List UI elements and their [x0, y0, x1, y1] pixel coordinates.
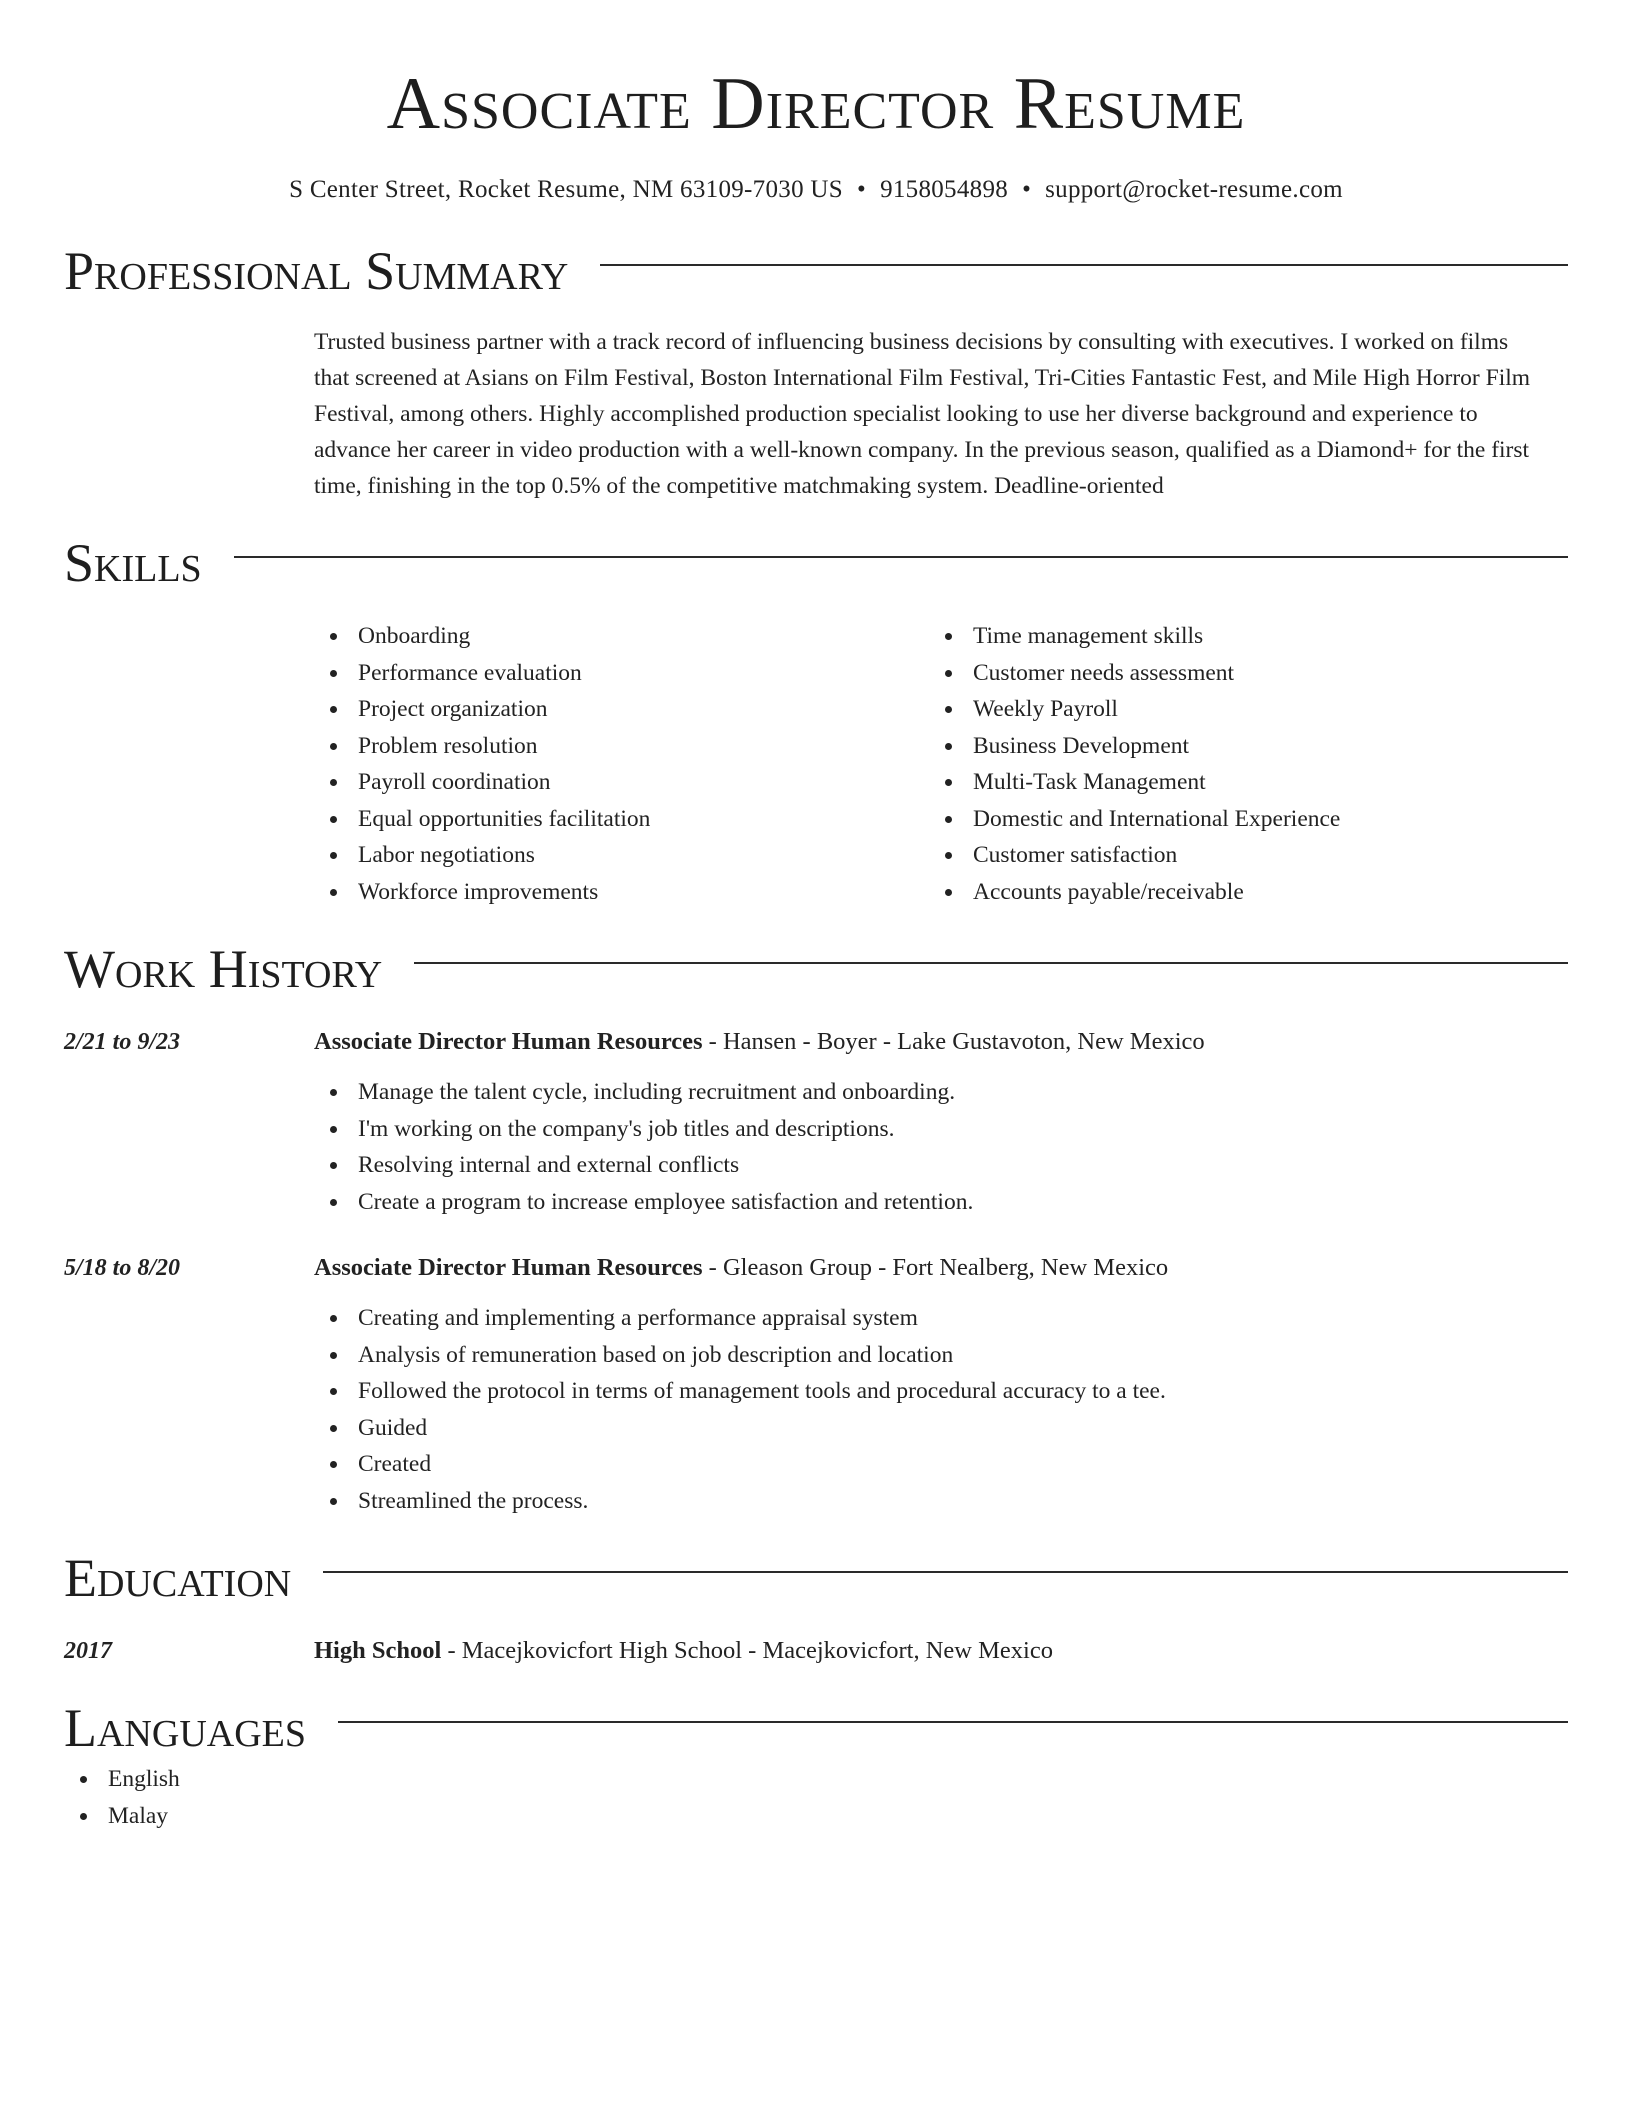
- skill-item: [314, 764, 929, 801]
- education-details: - Macejkovicfort High School - Macejkovicfort, New Mexico: [441, 1637, 1053, 1664]
- duty-item: [314, 1483, 1568, 1520]
- bullet-icon: [945, 852, 952, 859]
- document-title: Associate Director Resume: [386, 63, 1246, 145]
- education-header: [64, 1545, 1568, 1611]
- job-dates: 5/18 to 8/20: [64, 1255, 181, 1281]
- duty-text: Manage the talent cycle, including recruitment and onboarding.: [358, 1079, 956, 1105]
- duty-item: [314, 1337, 1568, 1374]
- language-label: English: [108, 1766, 180, 1792]
- skill-item: [929, 728, 1544, 765]
- education-year: 2017: [64, 1638, 112, 1664]
- duty-item: [314, 1446, 1568, 1483]
- skill-label: Customer satisfaction: [973, 842, 1178, 868]
- bullet-icon: [945, 779, 952, 786]
- job-duties: [314, 1300, 1568, 1519]
- contact-phone: 9158054898: [880, 176, 1009, 203]
- skill-item: [929, 655, 1544, 692]
- skill-label: Project organization: [358, 696, 548, 722]
- skill-item: [314, 801, 929, 838]
- bullet-icon: [330, 1315, 337, 1322]
- duty-item: [314, 1074, 1568, 1111]
- duty-text: Resolving internal and external conflicts: [358, 1152, 740, 1178]
- skill-item: [929, 837, 1544, 874]
- section-divider: [414, 962, 1568, 964]
- skill-item: [929, 764, 1544, 801]
- skill-item: [314, 728, 929, 765]
- skill-label: Business Development: [973, 732, 1190, 759]
- work-history-section: [64, 936, 1568, 1519]
- bullet-icon: [330, 1352, 337, 1359]
- bullet-icon: [945, 816, 952, 823]
- section-title: Professional Summary: [64, 241, 569, 301]
- duty-text: Streamlined the process.: [358, 1487, 589, 1514]
- bullet-icon: [330, 1498, 337, 1505]
- education-entry: [64, 1633, 1568, 1669]
- section-divider: [234, 556, 1568, 558]
- skill-label: Onboarding: [358, 623, 471, 649]
- bullet-icon: [330, 852, 337, 859]
- skill-item: [314, 837, 929, 874]
- duty-item: [314, 1111, 1568, 1148]
- bullet-icon: [80, 1776, 87, 1783]
- bullet-icon: [330, 1388, 337, 1395]
- bullet-icon: [330, 1425, 337, 1432]
- language-item: [64, 1798, 1568, 1835]
- skills-grid: [314, 618, 1568, 910]
- bullet-icon: [330, 1162, 337, 1169]
- summary-header: [64, 238, 1568, 304]
- work-history-header: [64, 936, 1568, 1002]
- skills-right-column: [929, 618, 1544, 910]
- job-entry: [64, 1024, 1568, 1220]
- languages-header: [64, 1695, 1568, 1761]
- bullet-icon: [945, 743, 952, 750]
- skill-item: [929, 801, 1544, 838]
- summary-section: [64, 238, 1568, 504]
- skill-label: Customer needs assessment: [973, 659, 1235, 686]
- job-duties: [314, 1074, 1568, 1220]
- education-section: [64, 1545, 1568, 1669]
- contact-line: [64, 176, 1568, 204]
- bullet-icon: [330, 670, 337, 677]
- language-item: [64, 1761, 1568, 1798]
- job-role: Associate Director Human Resources: [314, 1254, 703, 1281]
- skill-item: [929, 618, 1544, 655]
- skill-item: [314, 655, 929, 692]
- summary-text: Trusted business partner with a track record of influencing business decisions by consulting with executives. I worked on films that screened at Asians on Film Festival, Boston International Film Festival, Tri-Cities Fantastic Fest, and Mile High Horror Film Festival, among others. Highly accomplished production specialist looking to use her diverse background and experience to advance her career in video production with a well-known company. In the previous season, qualified as a Diamond+ for the first time, finishing in the top 0.5% of the competitive matchmaking system. Deadline-oriented: [314, 329, 1531, 499]
- languages-list: [64, 1761, 1568, 1834]
- skill-label: Equal opportunities facilitation: [358, 805, 651, 832]
- skill-label: Domestic and International Experience: [973, 805, 1341, 832]
- section-title: Education: [64, 1548, 292, 1608]
- languages-section: [64, 1695, 1568, 1834]
- skill-item: [314, 874, 929, 911]
- bullet-icon: [330, 816, 337, 823]
- job-body: [314, 1250, 1568, 1519]
- education-degree: High School: [314, 1637, 442, 1664]
- bullet-icon: [80, 1813, 87, 1820]
- duty-text: Create a program to increase employee satisfaction and retention.: [358, 1188, 974, 1215]
- contact-separator: •: [1022, 176, 1032, 203]
- skill-label: Time management skills: [973, 623, 1204, 649]
- job-role: Associate Director Human Resources: [314, 1028, 703, 1055]
- duty-text: Analysis of remuneration based on job description and location: [358, 1341, 954, 1368]
- bullet-icon: [330, 743, 337, 750]
- duty-text: Created: [358, 1451, 432, 1477]
- skill-label: Accounts payable/receivable: [973, 878, 1244, 905]
- bullet-icon: [330, 706, 337, 713]
- bullet-icon: [330, 1199, 337, 1206]
- duty-item: [314, 1184, 1568, 1221]
- language-label: Malay: [108, 1802, 169, 1829]
- duty-text: I'm working on the company's job titles and descriptions.: [358, 1115, 895, 1142]
- bullet-icon: [945, 706, 952, 713]
- duty-item: [314, 1410, 1568, 1447]
- contact-address: S Center Street, Rocket Resume, NM 63109-7030 US: [289, 176, 843, 203]
- bullet-icon: [330, 1089, 337, 1096]
- contact-separator: •: [857, 176, 867, 203]
- skills-header: [64, 530, 1568, 596]
- bullet-icon: [330, 1461, 337, 1468]
- bullet-icon: [330, 779, 337, 786]
- job-details: - Gleason Group - Fort Nealberg, New Mexico: [702, 1254, 1169, 1281]
- job-dates: 2/21 to 9/23: [64, 1029, 181, 1055]
- job-heading: [314, 1024, 1568, 1060]
- skill-label: Labor negotiations: [358, 842, 535, 868]
- duty-item: [314, 1147, 1568, 1184]
- education-heading: [314, 1633, 1568, 1669]
- job-heading: [314, 1250, 1568, 1286]
- skill-label: Weekly Payroll: [973, 696, 1118, 722]
- skill-label: Payroll coordination: [358, 769, 551, 795]
- skill-label: Performance evaluation: [358, 659, 582, 686]
- bullet-icon: [945, 889, 952, 896]
- skill-label: Problem resolution: [358, 732, 538, 759]
- education-body: [314, 1633, 1568, 1669]
- bullet-icon: [945, 633, 952, 640]
- bullet-icon: [945, 670, 952, 677]
- bullet-icon: [330, 1126, 337, 1133]
- section-divider: [338, 1721, 1568, 1723]
- skill-item: [314, 618, 929, 655]
- duty-text: Guided: [358, 1414, 428, 1441]
- skills-section: [64, 530, 1568, 910]
- duty-item: [314, 1373, 1568, 1410]
- section-divider: [323, 1571, 1568, 1573]
- section-title: Languages: [64, 1698, 306, 1758]
- job-entry: [64, 1250, 1568, 1519]
- duty-text: Followed the protocol in terms of management tools and procedural accuracy to a tee.: [358, 1378, 1166, 1404]
- section-divider: [600, 264, 1568, 266]
- skill-item: [314, 691, 929, 728]
- skill-item: [929, 691, 1544, 728]
- duty-item: [314, 1300, 1568, 1337]
- bullet-icon: [330, 633, 337, 640]
- skill-label: Workforce improvements: [358, 878, 599, 905]
- duty-text: Creating and implementing a performance appraisal system: [358, 1305, 918, 1331]
- job-body: [314, 1024, 1568, 1220]
- section-title: Skills: [64, 533, 202, 593]
- skills-left-column: [314, 618, 929, 910]
- job-details: - Hansen - Boyer - Lake Gustavoton, New Mexico: [702, 1028, 1205, 1055]
- skill-item: [929, 874, 1544, 911]
- skill-label: Multi-Task Management: [973, 769, 1206, 795]
- section-title: Work History: [64, 939, 383, 999]
- contact-email: support@rocket-resume.com: [1045, 176, 1343, 203]
- bullet-icon: [330, 889, 337, 896]
